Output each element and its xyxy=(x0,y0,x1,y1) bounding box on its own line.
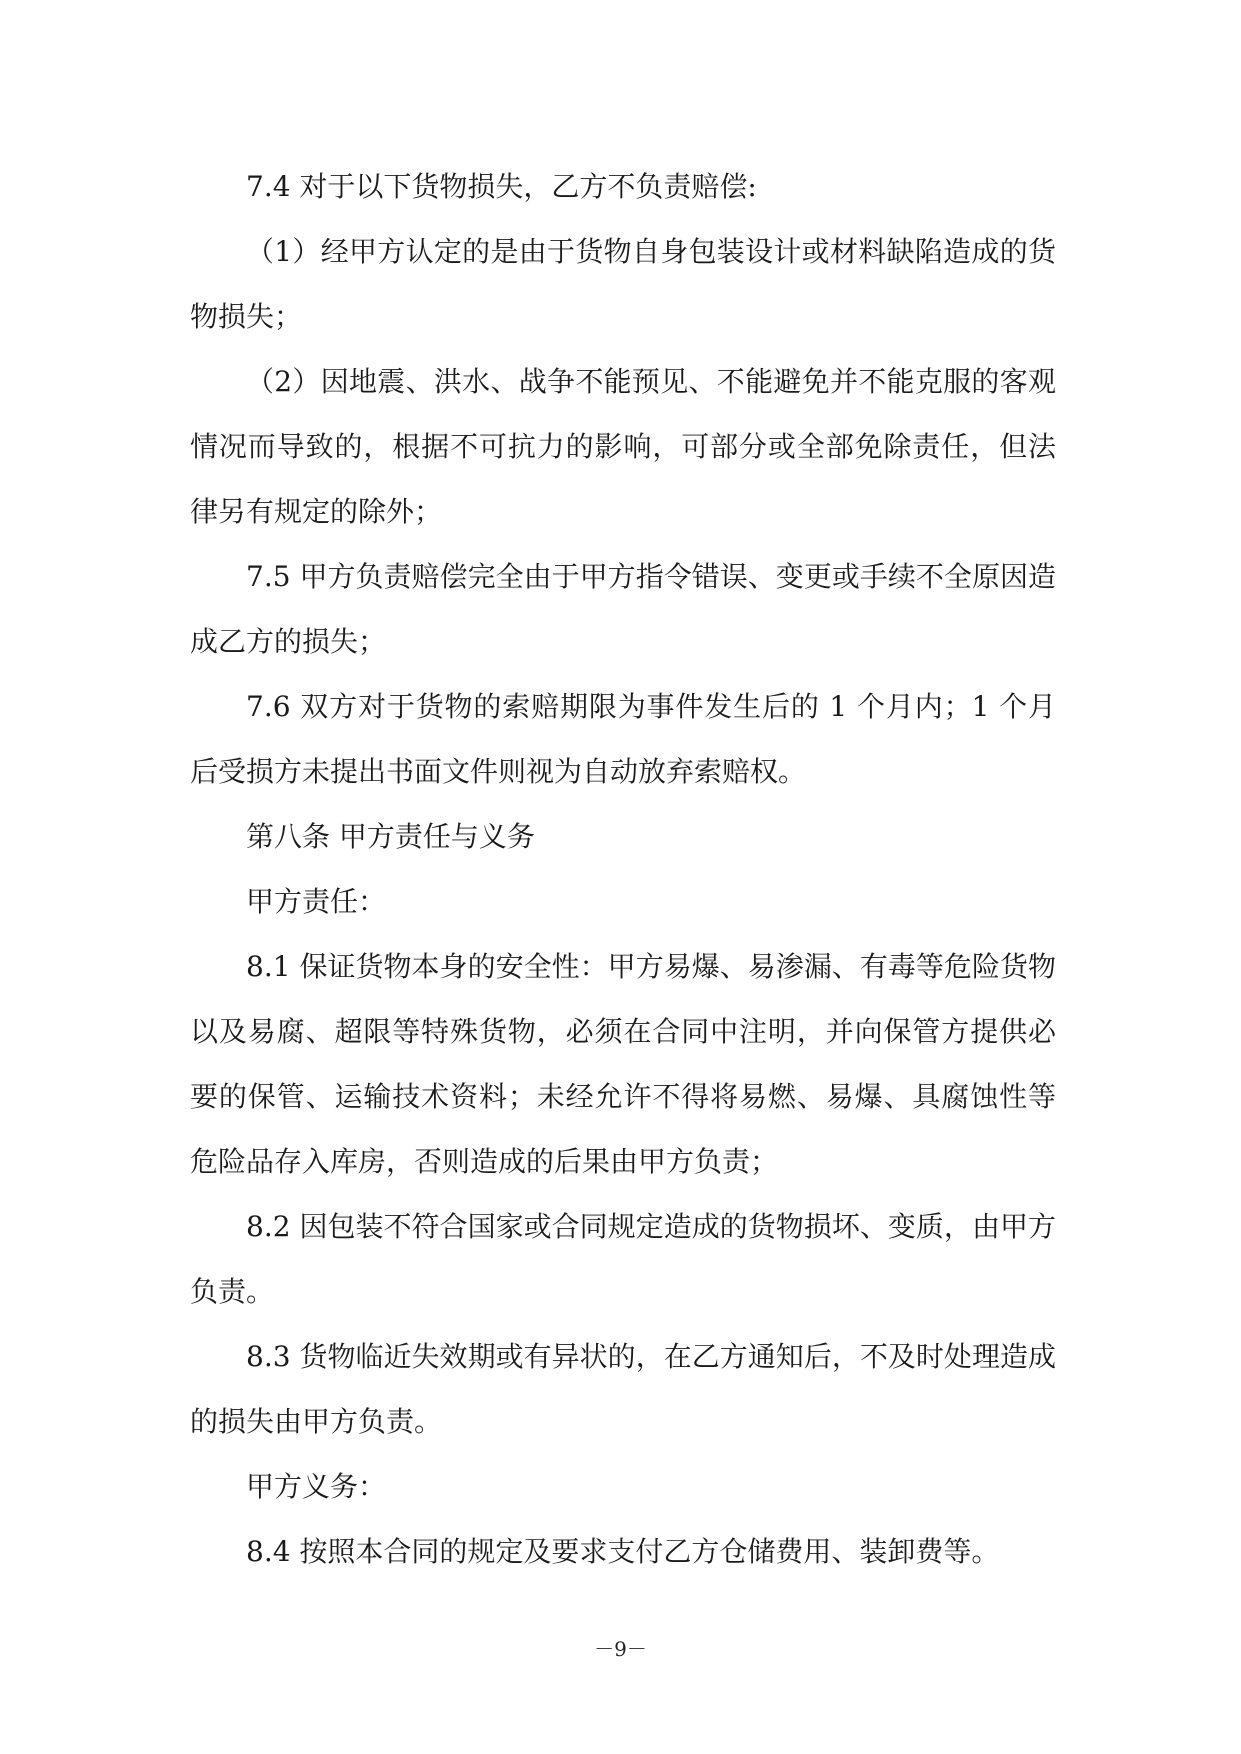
clause-8-1: 8.1 保证货物本身的安全性：甲方易爆、易渗漏、有毒等危险货物以及易腐、超限等特殊货物，必须在合同中注明，并向保管方提供必要的保管、运输技术资料；未经允许不得将易燃、易爆、具腐蚀性等危险品存入库房，否则造成的后果由甲方负责； xyxy=(190,950,1056,1178)
clause-7-4-item-1: （1）经甲方认定的是由于货物自身包装设计或材料缺陷造成的货物损失； xyxy=(190,235,1056,333)
clause-7-5: 7.5 甲方负责赔偿完全由于甲方指令错误、变更或手续不全原因造成乙方的损失； xyxy=(190,560,1056,658)
clause-8-3: 8.3 货物临近失效期或有异状的，在乙方通知后，不及时处理造成的损失由甲方负责。 xyxy=(190,1340,1056,1438)
party-a-responsibilities-heading: 甲方责任： xyxy=(246,885,387,918)
article-8-heading: 第八条 甲方责任与义务 xyxy=(246,820,535,853)
clause-7-6: 7.6 双方对于货物的索赔期限为事件发生后的 1 个月内；1 个月后受损方未提出书面文件则视为自动放弃索赔权。 xyxy=(190,690,1056,788)
page-number: －9－ xyxy=(594,1637,647,1661)
clause-7-4-item-2: （2）因地震、洪水、战争不能预见、不能避免并不能克服的客观情况而导致的，根据不可抗力的影响，可部分或全部免除责任，但法律另有规定的除外； xyxy=(190,365,1056,528)
clause-7-4: 7.4 对于以下货物损失，乙方不负责赔偿: xyxy=(246,170,757,203)
page-body xyxy=(190,154,1056,1584)
clause-8-4: 8.4 按照本合同的规定及要求支付乙方仓储费用、装卸费等。 xyxy=(246,1535,1000,1568)
party-a-obligations-heading: 甲方义务： xyxy=(246,1470,387,1503)
clause-8-2: 8.2 因包装不符合国家或合同规定造成的货物损坏、变质，由甲方负责。 xyxy=(190,1210,1056,1308)
